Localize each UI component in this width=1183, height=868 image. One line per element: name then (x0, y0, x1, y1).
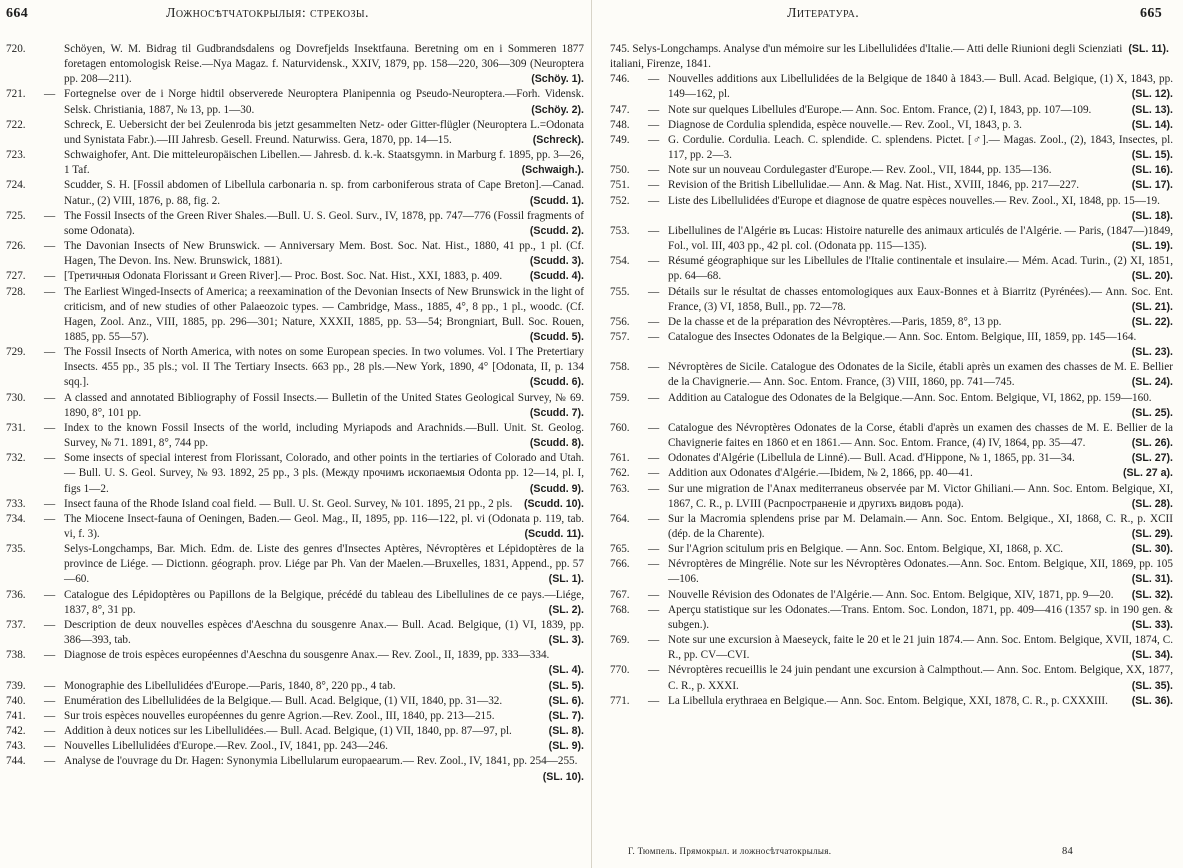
entry-text: Selys-Longchamps. Analyse d'un mémoire sur les Libellulidées d'Italie.— Atti delle Riunioni degli Scienziati italiani, Firenze, 1841. (610, 43, 1123, 71)
entry-text: Schreck, E. Uebersicht der bei Zeulenroda bis jetzt gesammelten Netz- oder Gitter-flügler (Neuroptera L.=Odonata und Synistata Fabr.).—III Jahresb. Gesell. Freund. Naturwiss. Gera, 1870, pp. 14—15. (64, 118, 584, 146)
entry-text: Détails sur le résultat de chasses entomologiques aux Eaux-Bonnes et à Biarritz (Pyrénées).— Ann. Soc. Ent. France, (3) VI, 1858, Bull., pp. 72—78. (668, 285, 1173, 313)
entry-text: Schöyen, W. M. Bidrag til Gudbrandsdalens og Dovrefjelds Insektfauna. Beretning om en i Sommeren 1877 foretagen entomologisk Reise.—Nya Magaz. f. Naturvidensk., XXIV, 1879, pp. 158—220, 306—309 (Neuroptera pp. 208—211). (64, 43, 584, 86)
entry-number: 746. (610, 73, 630, 86)
bibliography-entry (610, 163, 1173, 178)
entry-number: 721. (6, 88, 26, 101)
entry-number: 754. (610, 255, 630, 268)
entry-reference: (Scudd. 3). (529, 255, 584, 268)
entry-reference: (SL. 33). (1131, 618, 1173, 631)
entry-reference: (SL. 18). (1131, 209, 1173, 222)
entry-number: 734. (6, 512, 26, 525)
entry-reference: (SL. 5). (548, 679, 584, 692)
ditto-dash: — (44, 649, 56, 662)
page-number: 665 (1140, 6, 1163, 21)
ditto-dash: — (44, 755, 56, 768)
entry-text: Catalogue des Lépidoptères ou Papillons de la Belgique, précédé du tableau des Libellulines de ce pays.—Liége, 1837, 8°, 31 pp. (64, 588, 584, 616)
entry-text: Monographie des Libellulidées d'Europe.—Paris, 1840, 8°, 220 pp., 4 tab. (64, 679, 396, 692)
entry-reference: (SL. 28). (1131, 497, 1173, 510)
ditto-dash: — (648, 558, 660, 571)
entry-number: 720. (6, 43, 26, 55)
entry-number: 760. (610, 421, 630, 434)
entry-number: 722. (6, 118, 26, 131)
entry-text: The Miocene Insect-fauna of Oeningen, Baden.— Geol. Mag., II, 1895, pp. 116—122, pl. vi (Odonata p. 119, tab. vi, f. 3). (64, 512, 584, 540)
entry-number: 724. (6, 179, 26, 192)
bibliography-entry (6, 588, 584, 618)
entry-number: 748. (610, 118, 630, 131)
bibliography-entry (6, 345, 584, 390)
entry-number: 742. (6, 725, 26, 738)
entry-text: G. Cordulie. Cordulia. Leach. C. splendide. C. splendens. Pictet. [♂].— Magas. Zool., (2), 1843, Insectes, pl. 117, pp. 2—3. (668, 133, 1173, 162)
entry-reference: (SL. 7). (548, 709, 584, 722)
ditto-dash: — (648, 315, 660, 328)
bibliography-entry (610, 42, 1173, 72)
entry-reference: (SL. 22). (1131, 315, 1173, 328)
bibliography-entry (6, 209, 584, 239)
bibliography-entry (610, 557, 1173, 587)
bibliography-entry (610, 330, 1173, 360)
entry-number: 731. (6, 421, 26, 434)
bibliography-list (6, 42, 584, 785)
ditto-dash: — (648, 421, 660, 434)
entry-text: Diagnose de Cordulia splendida, espèce nouvelle.— Rev. Zool., VI, 1843, p. 3. (668, 118, 1022, 131)
bibliography-entry (610, 466, 1173, 481)
bibliography-entry (610, 588, 1173, 603)
bibliography-entry (610, 224, 1173, 254)
bibliography-entry (610, 103, 1173, 118)
entry-reference: (SL. 10). (542, 770, 584, 783)
entry-reference: (SL. 15). (1131, 149, 1173, 162)
entry-text: Résumé géographique sur les Libellules de l'Italie continentale et insulaire.— Mém. Acad. Turin., (2) XI, 1851, pp. 64—68. (668, 255, 1173, 283)
entry-reference: (SL. 19). (1131, 240, 1173, 253)
entry-number: 727. (6, 270, 26, 283)
entry-number: 752. (610, 194, 630, 207)
entry-text: Sur la Macromia splendens prise par M. Delamain.— Ann. Soc. Entom. Belgique., XI, 1868, C. R., p. XCII (dép. de la Charente). (668, 512, 1173, 540)
entry-text: Catalogue des Insectes Odonates de la Belgique.— Ann. Soc. Entom. Belgique, III, 1859, pp. 145—164. (668, 330, 1137, 343)
entry-text: Diagnose de trois espèces européennes d'Aeschna du sousgenre Anax.— Rev. Zool., II, 1839, pp. 333—334. (64, 649, 550, 662)
entry-reference: (Schöy. 2). (531, 103, 584, 116)
bibliography-entry (610, 633, 1173, 663)
entry-reference: (Scudd. 9). (529, 482, 584, 495)
bibliography-entry (610, 133, 1173, 163)
ditto-dash: — (648, 103, 660, 116)
entry-reference: (SL. 23). (1131, 346, 1173, 359)
bibliography-entry (6, 754, 584, 784)
ditto-dash: — (648, 73, 660, 86)
ditto-dash: — (44, 270, 56, 283)
bibliography-entry (610, 603, 1173, 633)
entry-reference: (Scudd. 8). (529, 437, 584, 450)
bibliography-entry (6, 709, 584, 724)
entry-number: 732. (6, 452, 26, 465)
bibliography-entry (6, 618, 584, 648)
bibliography-entry (610, 194, 1173, 224)
entry-reference: (SL. 25). (1131, 406, 1173, 419)
entry-reference: (SL. 16). (1131, 164, 1173, 177)
entry-reference: (Scudd. 11). (524, 528, 584, 540)
ditto-dash: — (44, 512, 56, 525)
entry-text: Description de deux nouvelles espèces d'Aeschna du sousgenre Anax.— Bull. Acad. Belgique, (1) VI, 1839, pp. 386—393, tab. (64, 618, 584, 647)
bibliography-entry (6, 42, 584, 87)
entry-text: Enumération des Libellulidées de la Belgique.— Bull. Acad. Belgique, (1) VII, 1840, pp. 31—32. (64, 694, 503, 707)
entry-text: Selys-Longchamps, Bar. Mich. Edm. de. Liste des genres d'Insectes Aptères, Névroptères et Lépidoptères de la province de Liége. — Dictionn. géograph. prov. Liége par Ph. Van der Maelen.—Bruxelles, 1831, Append., pp. 57—60. (64, 543, 584, 586)
entry-text: La Libellula erythraea en Belgique.— Ann. Soc. Entom. Belgique, XXI, 1878, C. R., p. CXXXIII. (668, 694, 1108, 707)
bibliography-entry (610, 694, 1173, 709)
bibliography-entry (6, 421, 584, 451)
ditto-dash: — (648, 194, 660, 207)
bibliography-entry (610, 360, 1173, 390)
entry-text: Sur l'Agrion scitulum pris en Belgique. — Ann. Soc. Entom. Belgique, XI, 1868, p. XC. (668, 543, 1064, 556)
entry-text: Nouvelles Libellulidées d'Europe.—Rev. Zool., IV, 1841, pp. 243—246. (64, 740, 388, 753)
entry-reference: (SL. 20). (1131, 270, 1173, 283)
entry-number: 738. (6, 649, 26, 662)
ditto-dash: — (648, 482, 660, 495)
entry-number: 733. (6, 497, 26, 510)
ditto-dash: — (44, 452, 56, 465)
ditto-dash: — (648, 588, 660, 601)
entry-reference: (SL. 32). (1131, 588, 1173, 601)
entry-number: 730. (6, 391, 26, 404)
bibliography-entry (610, 285, 1173, 315)
entry-text: Note sur quelques Libellules d'Europe.— Ann. Soc. Entom. France, (2) I, 1843, pp. 107—109. (668, 103, 1092, 116)
bibliography-entry (610, 482, 1173, 512)
ditto-dash: — (648, 179, 660, 192)
entry-text: Liste des Libellulidées d'Europe et diagnose de quatre espèces nouvelles.— Rev. Zool., XI, 1848, pp. 15—19. (668, 194, 1160, 207)
entry-number: 747. (610, 103, 630, 116)
entry-text: Addition aux Odonates d'Algérie.—Ibidem, № 2, 1866, pp. 40—41. (668, 467, 973, 480)
bibliography-entry (6, 239, 584, 269)
bibliography-entry (6, 148, 584, 178)
entry-number: 728. (6, 285, 26, 298)
ditto-dash: — (648, 664, 660, 677)
entry-number: 759. (610, 391, 630, 404)
entry-text: Nouvelle Révision des Odonates de l'Algérie.— Ann. Soc. Entom. Belgique, XIV, 1871, pp. 9—20. (668, 588, 1114, 601)
signature-number: 84 (1062, 846, 1074, 857)
entry-text: Fortegnelse over de i Norge hidtil observerede Neuroptera Planipennia og Pseudo-Neuroptera.—Forh. Vidensk. Selsk. Christiania, 1887, № 13, pp. 1—30. (64, 88, 584, 116)
entry-text: Sur trois espèces nouvelles européennes du genre Agrion.—Rev. Zool., III, 1840, pp. 213—215. (64, 709, 495, 722)
entry-number: 753. (610, 224, 630, 237)
bibliography-entry (610, 178, 1173, 193)
ditto-dash: — (44, 588, 56, 601)
entry-number: 770. (610, 664, 630, 677)
entry-reference: (SL. 13). (1131, 103, 1173, 116)
entry-reference: (SL. 30). (1131, 543, 1173, 556)
entry-reference: (SL. 29). (1131, 528, 1173, 540)
entry-reference: (SL. 1). (548, 573, 584, 586)
ditto-dash: — (44, 346, 56, 359)
entry-reference: (Schwaigh.). (521, 164, 584, 177)
entry-text: [Третичныя Odonata Florissant и Green River].— Proc. Bost. Soc. Nat. Hist., XXI, 1883, p. 409. (64, 270, 503, 283)
bibliography-entry (610, 512, 1173, 542)
entry-text: Note sur une excursion à Maeseyck, faite le 20 et le 21 juin 1874.— Ann. Soc. Entom. Belgique, XVII, 1874, C. R., pp. CV—CVI. (668, 634, 1173, 662)
ditto-dash: — (648, 391, 660, 404)
entry-text: The Fossil Insects of North America, with notes on some European species. In two volumes. Vol. I The Pretertiary Insects. 455 pp., 35 pls.; vol. II The Tertiary Insects. 663 pp., 28 pls.—New York, 1890, 4° [Odonata, II, p. 134 sqq.]. (64, 346, 584, 389)
ditto-dash: — (44, 421, 56, 434)
ditto-dash: — (648, 512, 660, 525)
ditto-dash: — (44, 618, 56, 631)
entry-text: Odonates d'Algérie (Libellula de Linné).— Bull. Acad. d'Hippone, № 1, 1865, pp. 31—34. (668, 452, 1075, 465)
entry-text: Aperçu statistique sur les Odonates.—Trans. Entom. Soc. London, 1871, pp. 409—416 (1357 sp. in 190 gen. & subgen.). (668, 603, 1173, 631)
bibliography-entry (6, 648, 584, 678)
bibliography-entry (610, 542, 1173, 557)
ditto-dash: — (648, 118, 660, 131)
footer-credit: Г. Тюмпель. Прямокрыл. и ложносѣтчатокрылыя. (628, 846, 832, 856)
entry-text: Névroptères de Sicile. Catalogue des Odonates de la Sicile, établi après un examen des chasses de M. E. Bellier de la Chavignerie.— Ann. Soc. Entom. France, (3) VIII, 1860, pp. 741—745. (668, 361, 1173, 389)
ditto-dash: — (44, 694, 56, 707)
entry-text: Some insects of special interest from Florissant, Colorado, and other points in the tertiaries of Colorado and Utah. — Bull. U. S. Geol. Survey, № 93. 1892, 25 pp., 3 pls. (Между прочимъ ископаемыя Odonta pp. 12—14, pl. I, figs 1—2. (64, 452, 584, 495)
entry-text: Névroptères de Mingrélie. Note sur les Névroptères Odonates.—Ann. Soc. Entom. Belgique, XII, 1869, pp. 105—106. (668, 558, 1173, 586)
bibliography-entry (610, 451, 1173, 466)
entry-number: 729. (6, 346, 26, 359)
bibliography-entry (6, 118, 584, 148)
entry-text: De la chasse et de la préparation des Névroptères.—Paris, 1859, 8°, 13 pp. (668, 315, 1002, 328)
entry-reference: (SL. 34). (1131, 649, 1173, 662)
entry-number: 762. (610, 467, 630, 480)
running-head: Ложносѣтчатокрылыя: стрекозы. (166, 6, 369, 21)
ditto-dash: — (648, 255, 660, 268)
entry-reference: (SL. 12). (1131, 88, 1173, 101)
bibliography-entry (6, 497, 584, 512)
ditto-dash: — (44, 285, 56, 298)
bibliography-entry (6, 724, 584, 739)
entry-reference: (SL. 21). (1131, 300, 1173, 313)
entry-number: 763. (610, 482, 630, 495)
ditto-dash: — (648, 543, 660, 556)
ditto-dash: — (648, 164, 660, 177)
entry-text: Nouvelles additions aux Libellulidées de la Belgique de 1840 à 1843.— Bull. Acad. Belgique, (1) X, 1843, pp. 149—162, pl. (668, 73, 1173, 101)
entry-reference: (SL. 27 a). (1122, 467, 1173, 480)
entry-number: 771. (610, 694, 630, 707)
entry-number: 755. (610, 285, 630, 298)
entry-text: Analyse de l'ouvrage du Dr. Hagen: Synonymia Libellularum europaearum.— Rev. Zool., IV, 1841, pp. 254—255. (64, 755, 578, 768)
bibliography-entry (610, 254, 1173, 284)
entry-number: 726. (6, 240, 26, 253)
entry-number: 739. (6, 679, 26, 692)
bibliography-list (610, 42, 1173, 709)
entry-text: Catalogue des Névroptères Odonates de la Corse, établi d'après un examen des chasses de M. E. Bellier de la Chavignerie faites en 1860 et en 1861.— Ann. Soc. Entom. France, (4) IV, 1864, pp. 35—47. (668, 421, 1173, 450)
entry-text: The Fossil Insects of the Green River Shales.—Bull. U. S. Geol. Surv., IV, 1878, pp. 747—776 (Fossil fragments of some Odonata). (64, 209, 584, 237)
ditto-dash: — (44, 709, 56, 722)
ditto-dash: — (648, 133, 660, 146)
bibliography-entry (6, 87, 584, 117)
entry-number: 765. (610, 543, 630, 556)
entry-number: 725. (6, 209, 26, 222)
bibliography-entry (6, 512, 584, 542)
bibliography-entry (6, 451, 584, 496)
entry-text: Index to the known Fossil Insects of the world, including Myriapods and Arachnids.—Bull. Unit. St. Geolog. Survey, № 71. 1891, 8°, 744 pp. (64, 421, 584, 450)
bibliography-entry (610, 663, 1173, 693)
entry-number: 749. (610, 133, 630, 146)
ditto-dash: — (648, 452, 660, 465)
entry-reference: (Schöy. 1). (531, 73, 584, 86)
entry-reference: (SL. 17). (1131, 179, 1173, 192)
entry-reference: (SL. 2). (548, 603, 584, 616)
ditto-dash: — (44, 725, 56, 738)
entry-number: 723. (6, 149, 26, 162)
bibliography-entry (6, 285, 584, 346)
bibliography-entry (610, 391, 1173, 421)
ditto-dash: — (44, 209, 56, 222)
entry-reference: (Scudd. 6). (529, 376, 584, 389)
entry-text: Addition à deux notices sur les Libellulidées.— Bull. Acad. Belgique, (1) VII, 1840, pp. 87—97, pl. (64, 725, 512, 738)
entry-reference: (Scudd. 10). (523, 497, 584, 510)
entry-reference: (SL. 8). (548, 725, 584, 738)
entry-reference: (Scudd. 5). (529, 330, 584, 343)
ditto-dash: — (44, 88, 56, 101)
bibliography-entry (610, 421, 1173, 451)
entry-text: Sur une migration de l'Anax mediterraneus observée par M. Victor Ghiliani.— Ann. Soc. Entom. Belgique, XI, 1867, C. R., p. LVIII (Распространеніе и другихъ видовъ рода). (668, 482, 1173, 510)
ditto-dash: — (44, 740, 56, 753)
entry-number: 766. (610, 558, 630, 571)
entry-reference: (SL. 27). (1131, 452, 1173, 465)
entry-text: Note sur un nouveau Cordulegaster d'Europe.— Rev. Zool., VII, 1844, pp. 135—136. (668, 164, 1052, 177)
entry-reference: (SL. 4). (548, 664, 584, 677)
entry-number: 744. (6, 755, 26, 768)
entry-text: Libellulines de l'Algérie въ Lucas: Histoire naturelle des animaux articulés de l'Algérie. — Paris, (1847—)1849, Fol., vol. III, 403 pp., 42 pl. col. (Odonata pp. 115—135). (668, 224, 1173, 253)
bibliography-entry (6, 391, 584, 421)
ditto-dash: — (648, 603, 660, 616)
entry-text: Névroptères recueillis le 24 juin pendant une excursion à Calmpthout.— Ann. Soc. Entom. Belgique, XX, 1877, C. R., p. XXXI. (668, 664, 1173, 692)
entry-text: A classed and annotated Bibliography of Fossil Insects.— Bulletin of the United States Geological Survey, № 69. 1890, 8°, 101 pp. (64, 391, 584, 419)
entry-reference: (SL. 24). (1131, 376, 1173, 389)
entry-reference: (Scudd. 7). (529, 406, 584, 419)
entry-reference: (Scudd. 2). (529, 224, 584, 237)
entry-reference: (SL. 11). (1128, 43, 1169, 55)
entry-text: Scudder, S. H. [Fossil abdomen of Libellula carbonaria n. sp. from carboniferous strata of Cape Breton].—Canad. Natur., (2) VIII, 1876, p. 88, fig. 2. (64, 179, 584, 207)
ditto-dash: — (648, 224, 660, 237)
entry-number: 757. (610, 330, 630, 343)
entry-number: 743. (6, 740, 26, 753)
entry-reference: (SL. 6). (548, 694, 584, 707)
entry-number: 767. (610, 588, 630, 601)
bibliography-entry (6, 178, 584, 208)
ditto-dash: — (44, 240, 56, 253)
entry-text: Insect fauna of the Rhode Island coal field. — Bull. U. St. Geol. Survey, № 101. 1895, 21 pp., 2 pls. (64, 497, 513, 510)
entry-reference: (SL. 35). (1131, 679, 1173, 692)
ditto-dash: — (44, 679, 56, 692)
entry-reference: (SL. 3). (548, 634, 584, 647)
entry-reference: (SL. 9). (548, 740, 584, 753)
entry-number: 769. (610, 634, 630, 647)
entry-text: Addition au Catalogue des Odonates de la Belgique.—Ann. Soc. Entom. Belgique, VI, 1862, pp. 159—160. (668, 391, 1152, 404)
bibliography-entry (6, 694, 584, 709)
running-head: Литература. (787, 6, 860, 21)
entry-reference: (SL. 31). (1131, 573, 1173, 586)
ditto-dash: — (648, 634, 660, 647)
ditto-dash: — (648, 467, 660, 480)
entry-number: 735. (6, 543, 26, 556)
page-number: 664 (6, 6, 29, 21)
entry-text: The Davonian Insects of New Brunswick. — Anniversary Mem. Bost. Soc. Nat. Hist., 1880, 41 pp., 1 pl. (Cf. Hagen, The Devon. Ins. New. Brunswick, 1881). (64, 240, 584, 268)
entry-number: 736. (6, 588, 26, 601)
ditto-dash: — (648, 285, 660, 298)
entry-number: 751. (610, 179, 630, 192)
entry-number: 756. (610, 315, 630, 328)
entry-reference: (SL. 14). (1131, 118, 1173, 131)
bibliography-entry (6, 542, 584, 587)
entry-number: 768. (610, 603, 630, 616)
entry-reference: (Scudd. 1). (529, 194, 584, 207)
entry-number: 758. (610, 361, 630, 374)
entry-text: The Earliest Winged-Insects of America; a reexamination of the Devonian Insects of New Brunswick in the light of criticism, and of new studies of other Palaeozoic types. — Cambridge, Mass., 1885, 4°, 8 pp., 1 pl., woodc. (Cf. Hagen, Zool. Anz., VIII, 1885, pp. 296—301; Nature, XXXII, 1885, pp. 53—54; Brongniart, Bull. Soc. Rouen, 1885, pp. 55—57). (64, 285, 584, 343)
entry-reference: (Schreck). (532, 133, 584, 146)
ditto-dash: — (44, 391, 56, 404)
entry-number: 741. (6, 709, 26, 722)
bibliography-entry (6, 269, 584, 284)
ditto-dash: — (648, 361, 660, 374)
ditto-dash: — (648, 694, 660, 707)
entry-reference: (SL. 36). (1131, 694, 1173, 707)
bibliography-entry (610, 118, 1173, 133)
bibliography-entry (610, 72, 1173, 102)
ditto-dash: — (44, 497, 56, 510)
entry-number: 740. (6, 694, 26, 707)
entry-number: 737. (6, 618, 26, 631)
entry-reference: (SL. 26). (1131, 437, 1173, 450)
entry-text: Schwaighofer, Ant. Die mitteleuropäischen Libellen.— Jahresb. d. k.-k. Staatsgymn. in Marburg f. 1895, pp. 3—26, 1 Taf. (64, 149, 584, 177)
bibliography-entry (6, 679, 584, 694)
right-page (592, 0, 1183, 868)
entry-reference: (Scudd. 4). (529, 270, 584, 283)
entry-number: 745. (610, 43, 630, 55)
entry-number: 761. (610, 452, 630, 465)
bibliography-entry (610, 315, 1173, 330)
bibliography-entry (6, 739, 584, 754)
entry-number: 764. (610, 512, 630, 525)
ditto-dash: — (648, 330, 660, 343)
entry-text: Revision of the British Libellulidae.— Ann. & Mag. Nat. Hist., XVIII, 1846, pp. 217—227. (668, 179, 1080, 192)
entry-number: 750. (610, 164, 630, 177)
